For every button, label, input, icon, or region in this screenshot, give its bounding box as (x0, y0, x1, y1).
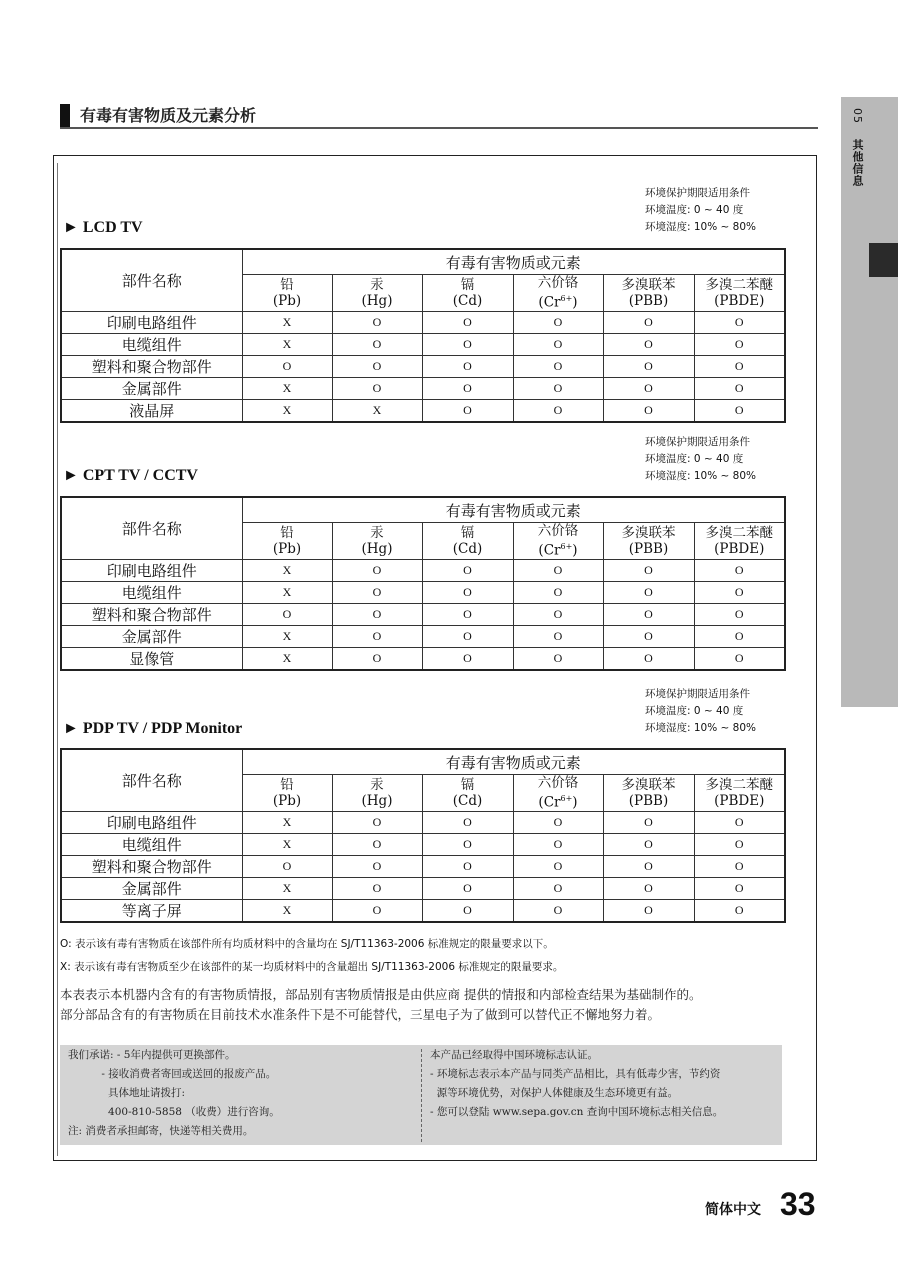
substance-value-cell: O (513, 626, 603, 648)
element-header (513, 775, 603, 812)
condition-line: 环境湿度: 10% ~ 80% (645, 722, 757, 734)
element-name: 汞 (370, 777, 384, 793)
substance-value-cell: O (332, 812, 422, 834)
substance-value-cell: O (332, 900, 422, 923)
substance-value-cell: O (332, 356, 422, 378)
part-name-cell: 液晶屏 (61, 400, 242, 423)
element-name: 铅 (280, 277, 294, 293)
part-name-cell: 印刷电路组件 (61, 312, 242, 334)
substance-value-cell: O (603, 812, 694, 834)
substance-value-cell: O (513, 604, 603, 626)
substance-value-cell: O (694, 812, 785, 834)
substance-value-cell: O (422, 626, 513, 648)
substance-value-cell: O (603, 378, 694, 400)
header-bar-marker (60, 104, 70, 128)
element-header (242, 775, 332, 812)
substance-value-cell: O (513, 400, 603, 423)
eco-label-line: - 环境标志表示本产品与同类产品相比，具有低毒少害，节约资 (430, 1068, 721, 1080)
substance-value-cell: X (242, 582, 332, 604)
part-name-cell: 印刷电路组件 (61, 812, 242, 834)
element-name: 多溴联苯 (621, 277, 676, 293)
part-name-cell: 电缆组件 (61, 834, 242, 856)
o-legend-note: O: 表示该有毒有害物质在该部件所有均质材料中的含量均在 SJ/T11363-2006 标准规定的限量要求以下。 (60, 938, 554, 950)
substance-value-cell: X (242, 834, 332, 856)
substance-value-cell: O (513, 334, 603, 356)
substance-table (60, 748, 786, 923)
element-symbol: (PBDE) (714, 293, 765, 309)
condition-line: 环境湿度: 10% ~ 80% (645, 470, 757, 482)
substance-value-cell: O (513, 378, 603, 400)
chapter-side-label (849, 108, 865, 197)
eco-label-info (430, 1046, 723, 1122)
table-row (61, 856, 785, 878)
table-row (61, 648, 785, 671)
element-name: 多溴二苯醚 (705, 777, 773, 793)
element-symbol: (Pb) (272, 541, 302, 557)
substance-value-cell: O (513, 812, 603, 834)
substance-value-cell: O (422, 834, 513, 856)
substance-value-cell: O (603, 334, 694, 356)
table-row (61, 900, 785, 923)
part-name-cell: 金属部件 (61, 626, 242, 648)
table-row (61, 582, 785, 604)
substance-value-cell: O (242, 356, 332, 378)
substance-group-header: 有毒有害物质或元素 (242, 749, 785, 775)
substance-value-cell: X (242, 400, 332, 423)
disclaimer-paragraph-2: 部分部品含有的有害物质在目前技术水准条件下是不可能替代，三星电子为了做到可以替代正不懈地努力着。 (60, 1007, 661, 1022)
table-row (61, 312, 785, 334)
element-symbol: (PBDE) (714, 793, 765, 809)
commitment-line: 我们承诺: - 5年内提供可更换部件。 (68, 1049, 236, 1061)
element-name: 六价铬 (537, 775, 579, 792)
element-header (332, 775, 422, 812)
table-row (61, 378, 785, 400)
table-row (61, 604, 785, 626)
substance-value-cell: O (513, 834, 603, 856)
substance-value-cell: O (422, 878, 513, 900)
substance-value-cell: X (242, 334, 332, 356)
substance-value-cell: O (694, 560, 785, 582)
section-title: ► PDP TV / PDP Monitor (63, 720, 243, 737)
element-header (603, 275, 694, 312)
condition-line: 环境保护期限适用条件 (645, 187, 750, 199)
substance-value-cell: X (242, 812, 332, 834)
conditions (645, 185, 756, 236)
element-symbol: $(Cr^{6+})$ (538, 542, 578, 559)
substance-value-cell: X (242, 878, 332, 900)
substance-value-cell: O (513, 878, 603, 900)
element-name: 六价铬 (537, 275, 579, 292)
substance-group-header: 有毒有害物质或元素 (242, 249, 785, 275)
substance-value-cell: O (694, 856, 785, 878)
substance-table (60, 496, 786, 671)
substance-value-cell: O (332, 648, 422, 671)
element-header (513, 275, 603, 312)
substance-value-cell: O (422, 356, 513, 378)
substance-value-cell: O (332, 856, 422, 878)
element-symbol: $(Cr^{6+})$ (538, 794, 578, 811)
substance-value-cell: O (332, 878, 422, 900)
element-header (603, 523, 694, 560)
substance-value-cell: X (332, 400, 422, 423)
substance-value-cell: O (422, 648, 513, 671)
part-name-cell: 电缆组件 (61, 334, 242, 356)
element-header (513, 523, 603, 560)
substance-value-cell: O (694, 626, 785, 648)
element-name: 铅 (280, 525, 294, 541)
element-header (242, 523, 332, 560)
table-row (61, 834, 785, 856)
substance-value-cell: O (603, 604, 694, 626)
substance-value-cell: O (332, 378, 422, 400)
substance-value-cell: O (694, 378, 785, 400)
element-name: 镉 (460, 525, 475, 541)
disclaimer-paragraph-1: 本表表示本机器内含有的有害物质情报，部品别有害物质情报是由供应商 提供的情报和内部检查结果为基础制作的。 (60, 987, 702, 1002)
element-header (694, 275, 785, 312)
substance-value-cell: X (242, 378, 332, 400)
element-symbol: (Cd) (452, 793, 483, 809)
element-symbol: (PBDE) (714, 541, 765, 557)
element-name: 多溴二苯醚 (705, 277, 773, 293)
substance-value-cell: X (242, 626, 332, 648)
element-name: 镉 (460, 777, 475, 793)
table-row (61, 400, 785, 423)
part-name-cell: 塑料和聚合物部件 (61, 856, 242, 878)
element-header (694, 523, 785, 560)
condition-line: 环境温度: 0 ~ 40 度 (645, 204, 744, 216)
substance-value-cell: X (242, 900, 332, 923)
substance-value-cell: O (694, 400, 785, 423)
commitment-left (68, 1046, 280, 1141)
substance-value-cell: O (603, 560, 694, 582)
table-row (61, 334, 785, 356)
conditions (645, 686, 756, 737)
element-symbol: (Cd) (452, 541, 483, 557)
element-name: 多溴联苯 (621, 525, 676, 541)
page-title: 有毒有害物质及元素分析 (80, 106, 257, 125)
substance-value-cell: O (422, 400, 513, 423)
part-name-cell: 塑料和聚合物部件 (61, 604, 242, 626)
substance-value-cell: O (694, 334, 785, 356)
substance-value-cell: O (694, 356, 785, 378)
element-header (603, 775, 694, 812)
eco-label-line: - 您可以登陆 www.sepa.gov.cn 查询中国环境标志相关信息。 (430, 1106, 724, 1118)
table-row (61, 560, 785, 582)
commitment-line: - 接收消费者寄回或送回的报废产品。 (68, 1068, 277, 1080)
section-title: ► LCD TV (63, 219, 143, 236)
header-rule (60, 127, 818, 129)
element-name: 多溴联苯 (621, 777, 676, 793)
element-symbol: (Hg) (361, 793, 393, 809)
substance-value-cell: O (513, 312, 603, 334)
substance-table (60, 248, 786, 423)
x-legend-note: X: 表示该有毒有害物质至少在该部件的某一均质材料中的含量超出 SJ/T11363-2006 标准规定的限量要求。 (60, 961, 564, 973)
substance-value-cell: O (332, 626, 422, 648)
substance-value-cell: O (603, 626, 694, 648)
substance-value-cell: O (332, 312, 422, 334)
part-name-header: 部件名称 (61, 249, 242, 312)
element-symbol: $(Cr^{6+})$ (538, 294, 578, 311)
part-name-header: 部件名称 (61, 749, 242, 812)
part-name-cell: 金属部件 (61, 378, 242, 400)
element-header (422, 275, 513, 312)
substance-value-cell: X (242, 560, 332, 582)
substance-value-cell: O (513, 560, 603, 582)
element-header (332, 523, 422, 560)
element-name: 铅 (280, 777, 294, 793)
substance-value-cell: X (242, 648, 332, 671)
substance-group-header: 有毒有害物质或元素 (242, 497, 785, 523)
part-name-cell: 印刷电路组件 (61, 560, 242, 582)
condition-line: 环境保护期限适用条件 (645, 436, 750, 448)
substance-value-cell: O (603, 900, 694, 923)
part-name-cell: 电缆组件 (61, 582, 242, 604)
part-name-cell: 等离子屏 (61, 900, 242, 923)
frame-inner-rule (57, 163, 58, 1156)
substance-value-cell: O (513, 648, 603, 671)
substance-value-cell: O (694, 834, 785, 856)
substance-value-cell: O (694, 648, 785, 671)
part-name-header: 部件名称 (61, 497, 242, 560)
substance-value-cell: O (242, 856, 332, 878)
condition-line: 环境温度: 0 ~ 40 度 (645, 453, 744, 465)
condition-line: 环境湿度: 10% ~ 80% (645, 221, 757, 233)
commitment-line: 400-810-5858 （收费）进行咨询。 (68, 1106, 280, 1118)
element-symbol: (PBB) (628, 293, 669, 309)
substance-value-cell: O (603, 582, 694, 604)
chapter-label: 其他信息 (851, 138, 864, 187)
element-header (422, 775, 513, 812)
element-symbol: (Pb) (272, 293, 302, 309)
condition-line: 环境温度: 0 ~ 40 度 (645, 705, 744, 717)
conditions (645, 434, 756, 485)
section-title: ► CPT TV / CCTV (63, 467, 198, 484)
language-label: 简体中文 (705, 1202, 761, 1218)
element-header (422, 523, 513, 560)
substance-value-cell: O (513, 582, 603, 604)
table-row (61, 626, 785, 648)
table-row (61, 878, 785, 900)
substance-value-cell: O (603, 856, 694, 878)
substance-value-cell: O (422, 604, 513, 626)
substance-value-cell: O (603, 356, 694, 378)
substance-value-cell: X (242, 312, 332, 334)
substance-value-cell: O (603, 878, 694, 900)
element-name: 汞 (370, 277, 384, 293)
substance-value-cell: O (422, 856, 513, 878)
substance-value-cell: O (694, 900, 785, 923)
substance-value-cell: O (603, 648, 694, 671)
substance-value-cell: O (513, 856, 603, 878)
substance-value-cell: O (422, 334, 513, 356)
substance-value-cell: O (332, 334, 422, 356)
element-symbol: (Hg) (361, 293, 393, 309)
page-number: 33 (780, 1186, 816, 1222)
element-symbol: (Cd) (452, 293, 483, 309)
element-header (694, 775, 785, 812)
substance-value-cell: O (422, 812, 513, 834)
substance-value-cell: O (422, 560, 513, 582)
substance-value-cell: O (332, 604, 422, 626)
substance-value-cell: O (603, 834, 694, 856)
element-symbol: (Pb) (272, 793, 302, 809)
substance-value-cell: O (513, 356, 603, 378)
substance-value-cell: O (422, 900, 513, 923)
substance-value-cell: O (332, 582, 422, 604)
eco-label-line: 本产品已经取得中国环境标志认证。 (430, 1049, 598, 1061)
commitment-line: 注: 消费者承担邮寄，快递等相关费用。 (68, 1125, 254, 1137)
element-symbol: (PBB) (628, 793, 669, 809)
substance-value-cell: O (603, 400, 694, 423)
substance-value-cell: O (422, 582, 513, 604)
substance-value-cell: O (422, 312, 513, 334)
commitment-divider (421, 1049, 422, 1142)
substance-value-cell: O (513, 900, 603, 923)
table-row (61, 356, 785, 378)
chapter-side-marker (869, 243, 898, 277)
substance-value-cell: O (694, 878, 785, 900)
element-symbol: (Hg) (361, 541, 393, 557)
chapter-number: 05 (851, 108, 864, 124)
substance-value-cell: O (332, 834, 422, 856)
substance-value-cell: O (694, 312, 785, 334)
part-name-cell: 显像管 (61, 648, 242, 671)
substance-value-cell: O (694, 604, 785, 626)
commitment-line: 具体地址请拨打: (68, 1087, 186, 1099)
substance-value-cell: O (422, 378, 513, 400)
element-header (242, 275, 332, 312)
part-name-cell: 塑料和聚合物部件 (61, 356, 242, 378)
element-symbol: (PBB) (628, 541, 669, 557)
element-name: 汞 (370, 525, 384, 541)
element-name: 多溴二苯醚 (705, 525, 773, 541)
element-name: 镉 (460, 277, 475, 293)
table-row (61, 812, 785, 834)
element-name: 六价铬 (537, 523, 579, 540)
substance-value-cell: O (694, 582, 785, 604)
substance-value-cell: O (332, 560, 422, 582)
eco-label-line: 源等环境优势，对保护人体健康及生态环境更有益。 (430, 1087, 679, 1099)
element-header (332, 275, 422, 312)
substance-value-cell: O (603, 312, 694, 334)
substance-value-cell: O (242, 604, 332, 626)
condition-line: 环境保护期限适用条件 (645, 688, 750, 700)
part-name-cell: 金属部件 (61, 878, 242, 900)
